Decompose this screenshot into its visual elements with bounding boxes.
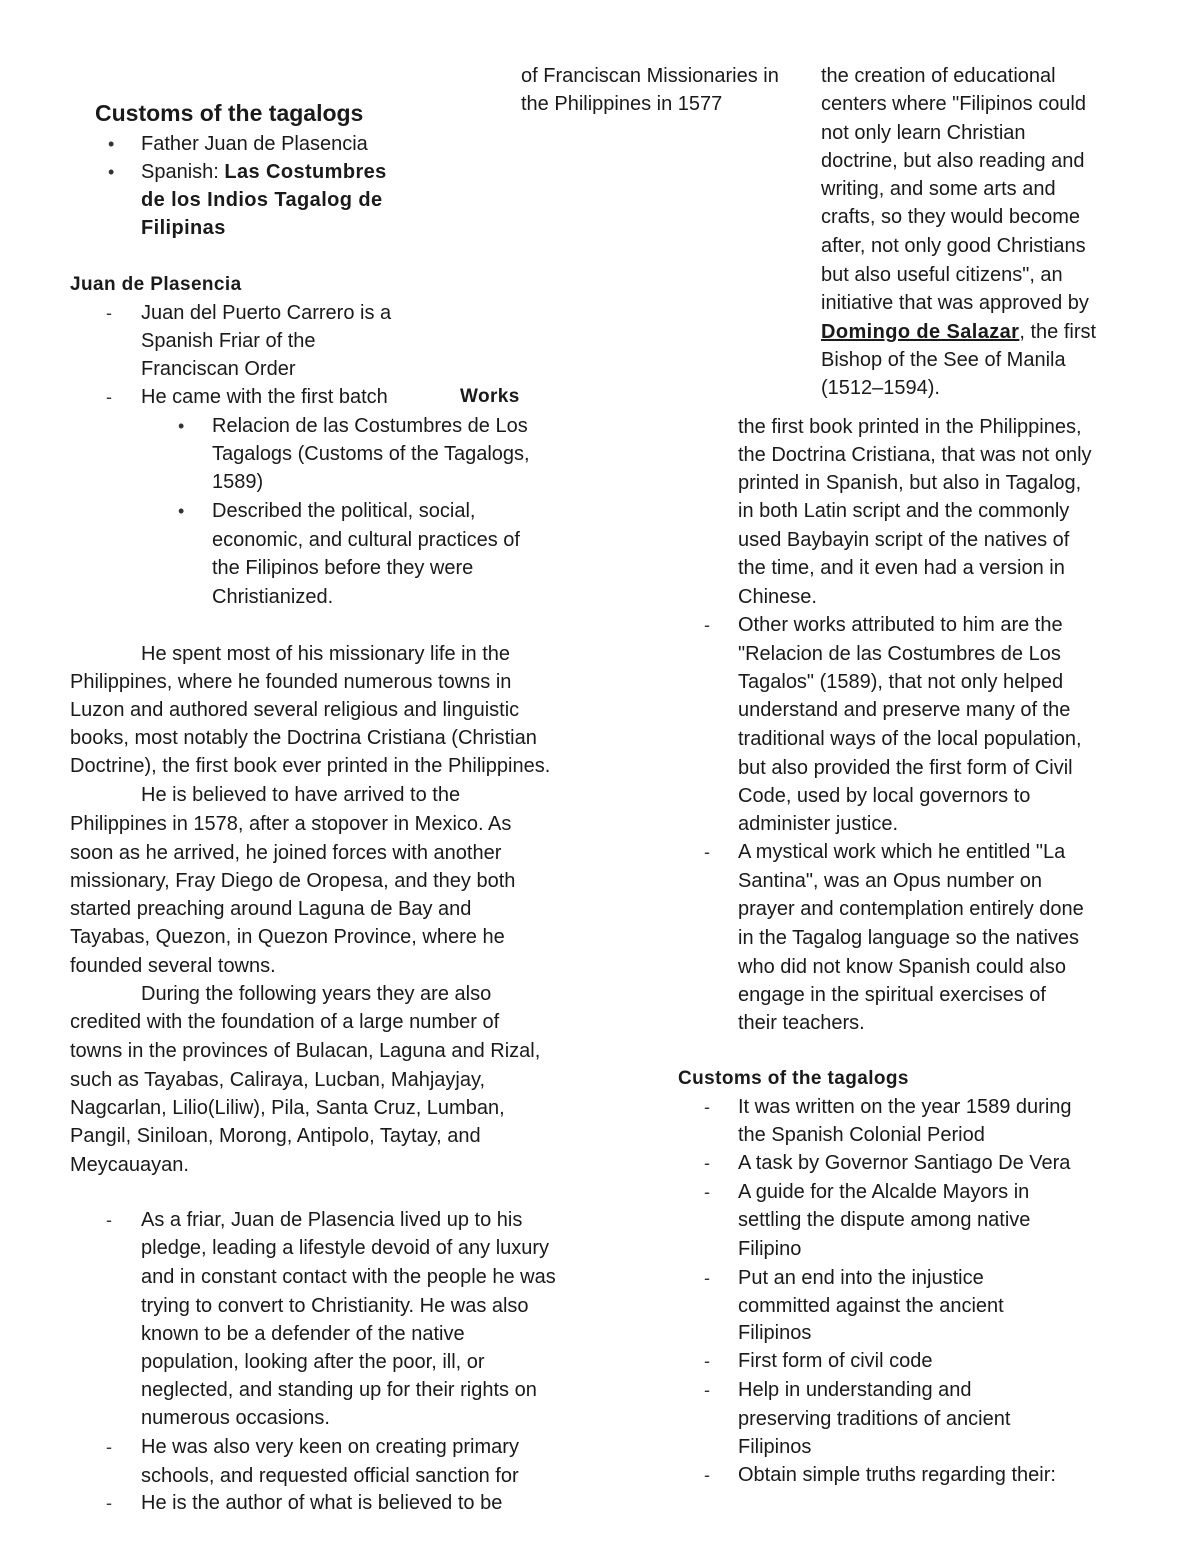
spanish-title-bold: de los Indios Tagalog de (141, 189, 383, 211)
works-line: economic, and cultural practices of (212, 529, 520, 551)
fact-line: Juan del Puerto Carrero is a (141, 302, 392, 324)
section-heading: Juan de Plasencia (70, 274, 242, 295)
book-line: prayer and contemplation entirely done (738, 898, 1084, 920)
salazar-link: Domingo de Salazar (821, 321, 1020, 343)
fact-line: He came with the first batch (141, 386, 388, 408)
bullet-marker: • (178, 501, 185, 521)
dash-marker: - (704, 1380, 710, 1400)
dash-marker: - (106, 1437, 112, 1457)
right-top-line: Bishop of the See of Manila (821, 349, 1066, 371)
paragraph-line: missionary, Fray Diego de Oropesa, and they both (70, 870, 516, 892)
book-line: who did not know Spanish could also (738, 956, 1066, 978)
right-top-line: initiative that was approved by (821, 292, 1089, 314)
book-line: A mystical work which he entitled "La (738, 841, 1066, 863)
bullet-marker: • (108, 162, 115, 182)
fact-line: Franciscan Order (141, 358, 296, 380)
works-line: Christianized. (212, 586, 334, 608)
works-line: 1589) (212, 471, 264, 493)
paragraph-line: soon as he arrived, he joined forces with another (70, 842, 502, 864)
dash-marker: - (106, 1210, 112, 1230)
friar-line: numerous occasions. (141, 1407, 330, 1429)
customs-line: preserving traditions of ancient (738, 1408, 1011, 1430)
customs-line: Help in understanding and (738, 1379, 972, 1401)
book-line: administer justice. (738, 813, 899, 835)
works-line: Described the political, social, (212, 500, 476, 522)
fact-line: Spanish Friar of the (141, 330, 316, 352)
customs-line: committed against the ancient (738, 1295, 1004, 1317)
right-top-line: (1512–1594). (821, 377, 940, 399)
dash-marker: - (704, 615, 710, 635)
bullet-marker: • (108, 134, 115, 154)
book-line: used Baybayin script of the natives of (738, 529, 1070, 551)
page-title: Customs of the tagalogs (95, 100, 364, 126)
paragraph-line: such as Tayabas, Caliraya, Lucban, Mahjayjay, (70, 1069, 486, 1091)
works-heading: Works (460, 386, 520, 407)
book-line: Chinese. (738, 586, 817, 608)
friar-line: pledge, leading a lifestyle devoid of any luxury (141, 1237, 550, 1259)
bullet-marker: • (178, 416, 185, 436)
dash-marker: - (106, 387, 112, 407)
dash-marker: - (704, 1351, 710, 1371)
customs-line: Filipinos (738, 1436, 812, 1458)
right-top-text: , the first (1019, 321, 1097, 343)
right-top-line: not only learn Christian (821, 122, 1026, 144)
book-line: traditional ways of the local population, (738, 728, 1082, 750)
dash-marker: - (704, 1153, 710, 1173)
paragraph-line: Nagcarlan, Lilio(Liliw), Pila, Santa Cruz, Lumban, (70, 1097, 505, 1119)
right-top-line: after, not only good Christians (821, 235, 1086, 257)
friar-line: population, looking after the poor, ill, or (141, 1351, 485, 1373)
works-line: Relacion de las Costumbres de Los (212, 415, 528, 437)
customs-line: A task by Governor Santiago De Vera (738, 1152, 1071, 1174)
right-top-line: but also useful citizens", an (821, 264, 1063, 286)
spanish-title-bold: Las Costumbres (224, 161, 387, 183)
book-line: Code, used by local governors to (738, 785, 1031, 807)
friar-line: known to be a defender of the native (141, 1323, 465, 1345)
customs-line: the Spanish Colonial Period (738, 1124, 985, 1146)
book-line: understand and preserve many of the (738, 699, 1071, 721)
book-line: Santina", was an Opus number on (738, 870, 1042, 892)
customs-line: Filipino (738, 1238, 802, 1260)
friar-line: neglected, and standing up for their rights on (141, 1379, 537, 1401)
paragraph-line: books, most notably the Doctrina Cristiana (Christian (70, 727, 537, 749)
book-line: their teachers. (738, 1012, 865, 1034)
paragraph-line: Philippines in 1578, after a stopover in Mexico. As (70, 813, 512, 835)
book-line: engage in the spiritual exercises of (738, 984, 1046, 1006)
customs-line: Put an end into the injustice (738, 1267, 984, 1289)
paragraph-line: Tayabas, Quezon, in Quezon Province, where he (70, 926, 505, 948)
works-line: Tagalogs (Customs of the Tagalogs, (212, 443, 530, 465)
paragraph-line: He is believed to have arrived to the (141, 784, 461, 806)
book-line: printed in Spanish, but also in Tagalog, (738, 472, 1082, 494)
customs-line: Obtain simple truths regarding their: (738, 1464, 1056, 1486)
friar-line: He was also very keen on creating primary (141, 1436, 519, 1458)
paragraph-line: started preaching around Laguna de Bay and (70, 898, 472, 920)
paragraph-line: During the following years they are also (141, 983, 492, 1005)
dash-marker: - (106, 1493, 112, 1513)
book-line: the time, and it even had a version in (738, 557, 1065, 579)
customs-line: Filipinos (738, 1322, 812, 1344)
right-top-line: centers where "Filipinos could (821, 93, 1086, 115)
book-line: the first book printed in the Philippines, (738, 416, 1082, 438)
paragraph-line: Doctrine), the first book ever printed in the Philippines. (70, 755, 551, 777)
customs-line: First form of civil code (738, 1350, 933, 1372)
bullet-label: Spanish: (141, 161, 225, 183)
right-top-line: writing, and some arts and (821, 178, 1056, 200)
book-line: the Doctrina Cristiana, that was not only (738, 444, 1092, 466)
right-top-line (821, 318, 1096, 346)
dash-marker: - (704, 842, 710, 862)
friar-line: He is the author of what is believed to be (141, 1492, 503, 1514)
paragraph-line: towns in the provinces of Bulacan, Laguna and Rizal, (70, 1040, 541, 1062)
middle-line: of Franciscan Missionaries in (521, 65, 779, 87)
customs-heading: Customs of the tagalogs (678, 1068, 909, 1089)
book-line: in the Tagalog language so the natives (738, 927, 1080, 949)
bullet-item: Father Juan de Plasencia (141, 133, 368, 155)
dash-marker: - (106, 303, 112, 323)
customs-line: It was written on the year 1589 during (738, 1096, 1072, 1118)
book-line: "Relacion de las Costumbres de Los (738, 643, 1061, 665)
paragraph-line: Luzon and authored several religious and linguistic (70, 699, 520, 721)
right-top-line: doctrine, but also reading and (821, 150, 1085, 172)
spanish-title-bold: Filipinas (141, 217, 226, 239)
friar-line: and in constant contact with the people he was (141, 1266, 556, 1288)
book-line: Tagalos" (1589), that not only helped (738, 671, 1064, 693)
friar-line: schools, and requested official sanction for (141, 1465, 519, 1487)
dash-marker: - (704, 1465, 710, 1485)
friar-line: trying to convert to Christianity. He was also (141, 1295, 529, 1317)
paragraph-line: Meycauayan. (70, 1154, 189, 1176)
customs-line: settling the dispute among native (738, 1209, 1031, 1231)
book-line: in both Latin script and the commonly (738, 500, 1070, 522)
paragraph-line: He spent most of his missionary life in the (141, 643, 511, 665)
book-line: but also provided the first form of Civil (738, 757, 1073, 779)
works-line: the Filipinos before they were (212, 557, 474, 579)
paragraph-line: credited with the foundation of a large number of (70, 1011, 500, 1033)
customs-line: A guide for the Alcalde Mayors in (738, 1181, 1030, 1203)
right-top-line: the creation of educational (821, 65, 1056, 87)
paragraph-line: Philippines, where he founded numerous towns in (70, 671, 512, 693)
middle-line: the Philippines in 1577 (521, 93, 723, 115)
book-line: Other works attributed to him are the (738, 614, 1063, 636)
dash-marker: - (704, 1182, 710, 1202)
bullet-item (141, 158, 387, 186)
right-top-line: crafts, so they would become (821, 206, 1081, 228)
paragraph-line: Pangil, Siniloan, Morong, Antipolo, Taytay, and (70, 1125, 481, 1147)
paragraph-line: founded several towns. (70, 955, 276, 977)
friar-line: As a friar, Juan de Plasencia lived up to his (141, 1209, 523, 1231)
dash-marker: - (704, 1097, 710, 1117)
dash-marker: - (704, 1268, 710, 1288)
